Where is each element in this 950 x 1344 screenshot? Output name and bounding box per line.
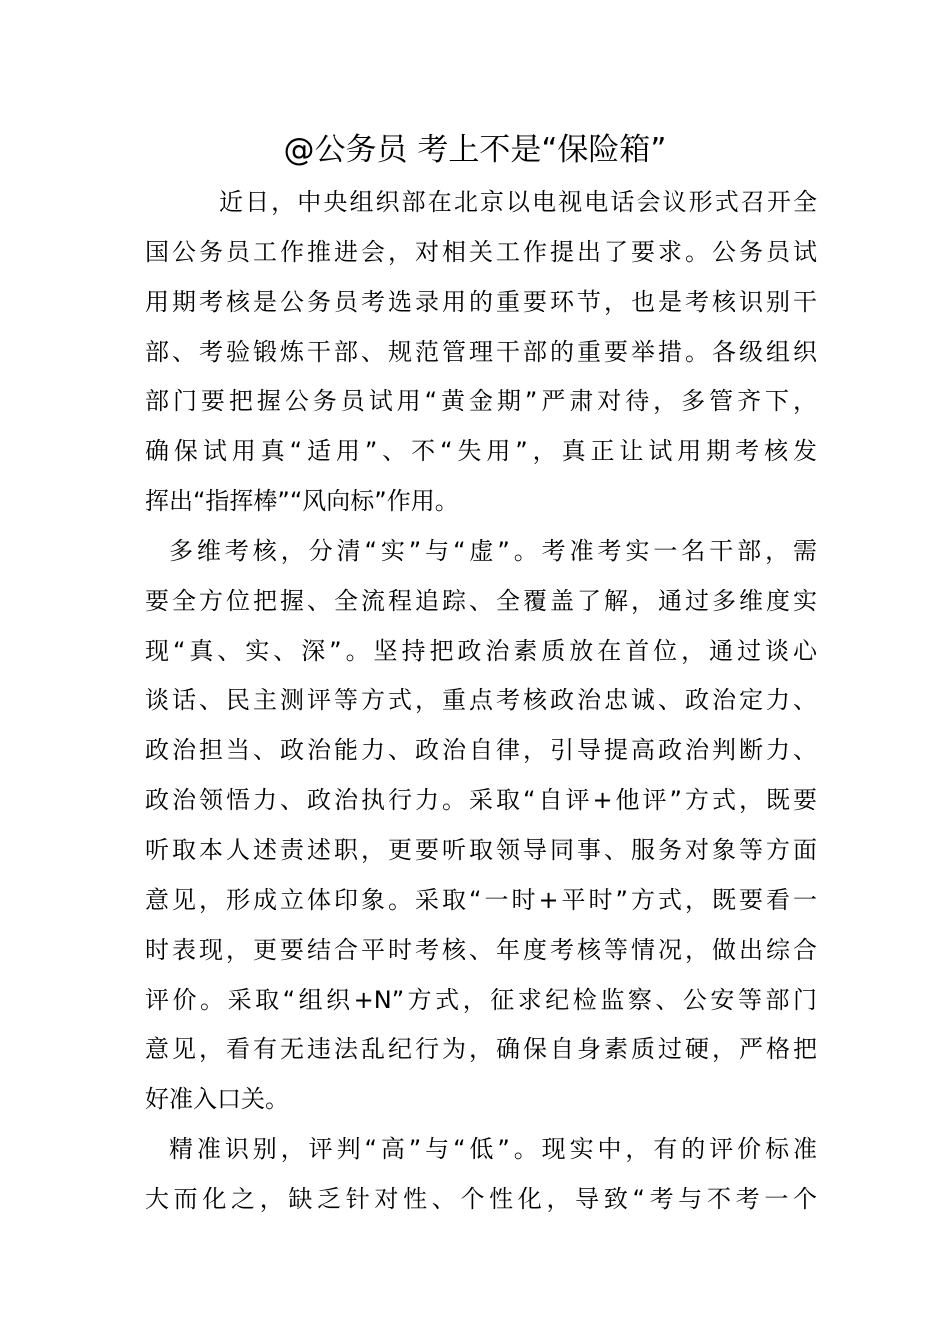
- paragraph-line: 多维考核，分清“实”与“虚”。考准考实一名干部，需: [169, 536, 817, 565]
- paragraph-line: 时表现，更要结合平时考核、年度考核等情况，做出综合: [145, 935, 817, 964]
- paragraph-line: 精准识别，评判“高”与“低”。现实中，有的评价标准: [169, 1135, 817, 1164]
- paragraph-line: 部门要把握公务员试用“黄金期”严肃对待，多管齐下，: [145, 387, 817, 416]
- document-body: [145, 178, 817, 1225]
- document-title: @公务员 考上不是“保险箱”: [283, 132, 667, 168]
- paragraph-line: 意见，看有无违法乱纪行为，确保自身素质过硬，严格把: [145, 1035, 817, 1064]
- paragraph-line: 用期考核是公务员考选录用的重要环节，也是考核识别干: [145, 287, 817, 316]
- paragraph-line: 听取本人述责述职，更要听取领导同事、服务对象等方面: [145, 835, 817, 864]
- paragraph-line: 意见，形成立体印象。采取“一时+平时”方式，既要看一: [145, 885, 817, 914]
- paragraph-line: 国公务员工作推进会，对相关工作提出了要求。公务员试: [145, 237, 817, 266]
- paragraph-line: 谈话、民主测评等方式，重点考核政治忠诚、政治定力、: [145, 686, 817, 715]
- paragraph-line: 要全方位把握、全流程追踪、全覆盖了解，通过多维度实: [145, 586, 817, 615]
- paragraph-line: 确保试用真“适用”、不“失用”，真正让试用期考核发: [145, 437, 817, 466]
- paragraph-line: 部、考验锻炼干部、规范管理干部的重要举措。各级组织: [145, 337, 817, 366]
- paragraph-line: 挥出“指挥棒”“风向标”作用。: [145, 487, 459, 516]
- paragraph-line: 政治领悟力、政治执行力。采取“自评+他评”方式，既要: [145, 786, 817, 815]
- paragraph-line: 好准入口关。: [145, 1085, 289, 1114]
- paragraph-line: 近日，中央组织部在北京以电视电话会议形式召开全: [219, 188, 817, 216]
- paragraph-line: 政治担当、政治能力、政治自律，引导提高政治判断力、: [145, 736, 817, 765]
- paragraph-line: 评价。采取“组织+N”方式，征求纪检监察、公安等部门: [145, 985, 817, 1014]
- paragraph-line: 现“真、实、深”。坚持把政治素质放在首位，通过谈心: [145, 636, 817, 665]
- paragraph-line: 大而化之，缺乏针对性、个性化，导致“考与不考一个: [145, 1184, 817, 1213]
